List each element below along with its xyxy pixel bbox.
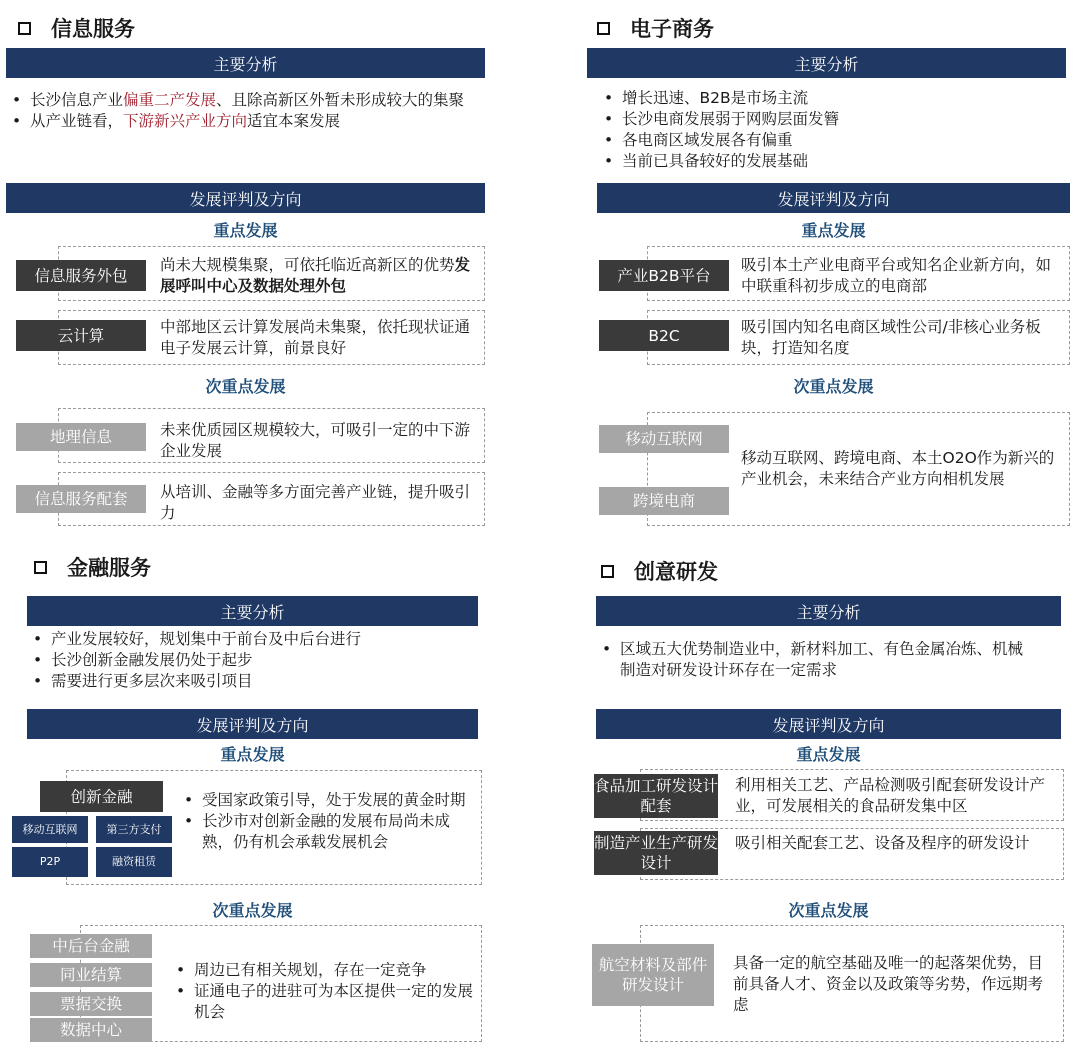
- label-manufacturing-rd: 制造产业生产研发设计: [594, 831, 718, 875]
- label-interbank-settlement: 同业结算: [30, 963, 152, 987]
- info-sec-text-2: 从培训、金融等多方面完善产业链，提升吸引力: [160, 483, 471, 522]
- list-item: • 各电商区域发展各有偏重: [600, 130, 1070, 151]
- label-b2c: B2C: [599, 320, 729, 351]
- key-development-heading: 重点发展: [213, 221, 278, 240]
- section-title-text: 电子商务: [630, 17, 714, 41]
- creative-sec-text: 具备一定的航空基础及唯一的起落架优势，目前具备人才、资金以及政策等劣势，作远期考虑: [733, 954, 1044, 1014]
- creative-analysis-list: [598, 639, 1038, 681]
- key-development-heading: 重点发展: [220, 745, 285, 764]
- label-cross-border: 跨境电商: [599, 487, 729, 515]
- label-mobile-internet: 移动互联网: [599, 425, 729, 453]
- section-title-text: 创意研发: [634, 560, 718, 584]
- ecom-analysis-list: [600, 88, 1070, 172]
- label-food-rd: 食品加工研发设计配套: [594, 774, 718, 818]
- list-item: • 产业发展较好，规划集中于前台及中后台进行: [29, 629, 479, 650]
- key-development-heading: 重点发展: [801, 221, 866, 240]
- label-finance-lease: 融资租赁: [96, 847, 172, 877]
- list-item: • 需要进行更多层次来吸引项目: [29, 671, 479, 692]
- finance-key-bullets: [180, 790, 478, 853]
- label-back-office-finance: 中后台金融: [30, 934, 152, 958]
- ecom-sec-text: 移动互联网、跨境电商、本土O2O作为新兴的产业机会，未来结合产业方向相机发展: [741, 449, 1055, 488]
- evaluation-bar: 发展评判及方向: [596, 709, 1061, 739]
- label-bill-exchange: 票据交换: [30, 992, 152, 1016]
- label-p2p: P2P: [12, 847, 88, 877]
- info-sec-text-1: 未来优质园区规模较大，可吸引一定的中下游企业发展: [160, 421, 471, 460]
- checkbox-square-icon: [601, 565, 614, 578]
- evaluation-bar: 发展评判及方向: [597, 183, 1070, 213]
- info-analysis-list: [8, 90, 478, 132]
- main-analysis-bar: 主要分析: [6, 48, 485, 78]
- label-innovative-finance: 创新金融: [40, 781, 163, 812]
- secondary-development-heading: 次重点发展: [788, 901, 869, 920]
- list-item: • 长沙创新金融发展仍处于起步: [29, 650, 479, 671]
- main-analysis-bar: 主要分析: [596, 596, 1061, 626]
- finance-sec-bullets: [172, 960, 478, 1023]
- section-title-text: 金融服务: [67, 556, 151, 580]
- label-cloud-computing: 云计算: [16, 320, 146, 351]
- list-item: • 长沙信息产业偏重二产发展、且除高新区外暂未形成较大的集聚: [8, 90, 478, 111]
- checkbox-square-icon: [18, 22, 31, 35]
- creative-key-text-1: 利用相关工艺、产品检测吸引配套研发设计产业，可发展相关的食品研发集中区: [735, 776, 1046, 815]
- list-item: • 当前已具备较好的发展基础: [600, 151, 1070, 172]
- main-analysis-bar: 主要分析: [587, 48, 1066, 78]
- list-item: • 增长迅速、B2B是市场主流: [600, 88, 1070, 109]
- checkbox-square-icon: [34, 561, 47, 574]
- section-title-ecom: [597, 13, 714, 43]
- label-info-support: 信息服务配套: [16, 485, 146, 513]
- ecom-key-text-2: 吸引国内知名电商区域性公司/非核心业务板块，打造知名度: [741, 318, 1041, 357]
- label-info-outsourcing: 信息服务外包: [16, 260, 146, 291]
- label-mobile-internet-small: 移动互联网: [12, 816, 88, 843]
- info-key-text-2: 中部地区云计算发展尚未集聚，依托现状证通电子发展云计算，前景良好: [160, 318, 471, 357]
- section-title-text: 信息服务: [51, 17, 135, 41]
- list-item: • 证通电子的进驻可为本区提供一定的发展机会: [172, 981, 478, 1023]
- ecom-key-text-1: 吸引本土产业电商平台或知名企业新方向，如中联重科初步成立的电商部: [741, 256, 1052, 295]
- creative-key-text-2: 吸引相关配套工艺、设备及程序的研发设计: [735, 834, 1030, 852]
- section-title-finance: [34, 552, 151, 582]
- evaluation-bar: 发展评判及方向: [6, 183, 485, 213]
- info-key-text-1: 尚未大规模集聚，可依托临近高新区的优势发展呼叫中心及数据处理外包: [160, 256, 471, 295]
- secondary-development-heading: 次重点发展: [212, 901, 293, 920]
- list-item: • 区域五大优势制造业中，新材料加工、有色金属冶炼、机械制造对研发设计环存在一定需求: [598, 639, 1038, 681]
- key-development-heading: 重点发展: [796, 745, 861, 764]
- list-item: • 长沙市对创新金融的发展布局尚未成熟，仍有机会承载发展机会: [180, 811, 478, 853]
- label-aviation-rd: 航空材料及部件研发设计: [592, 944, 714, 1006]
- main-analysis-bar: 主要分析: [27, 596, 478, 626]
- label-b2b-platform: 产业B2B平台: [599, 260, 729, 291]
- finance-analysis-list: [29, 629, 479, 692]
- label-third-party-pay: 第三方支付: [96, 816, 172, 843]
- list-item: • 受国家政策引导，处于发展的黄金时期: [180, 790, 478, 811]
- section-title-creative: [601, 556, 718, 586]
- secondary-development-heading: 次重点发展: [793, 377, 874, 396]
- checkbox-square-icon: [597, 22, 610, 35]
- label-geo-info: 地理信息: [16, 423, 146, 451]
- label-data-center: 数据中心: [30, 1018, 152, 1042]
- list-item: • 长沙电商发展弱于网购层面发簪: [600, 109, 1070, 130]
- section-title-info: [18, 13, 135, 43]
- secondary-development-heading: 次重点发展: [205, 377, 286, 396]
- list-item: • 从产业链看，下游新兴产业方向适宜本案发展: [8, 111, 478, 132]
- evaluation-bar: 发展评判及方向: [27, 709, 478, 739]
- list-item: • 周边已有相关规划，存在一定竞争: [172, 960, 478, 981]
